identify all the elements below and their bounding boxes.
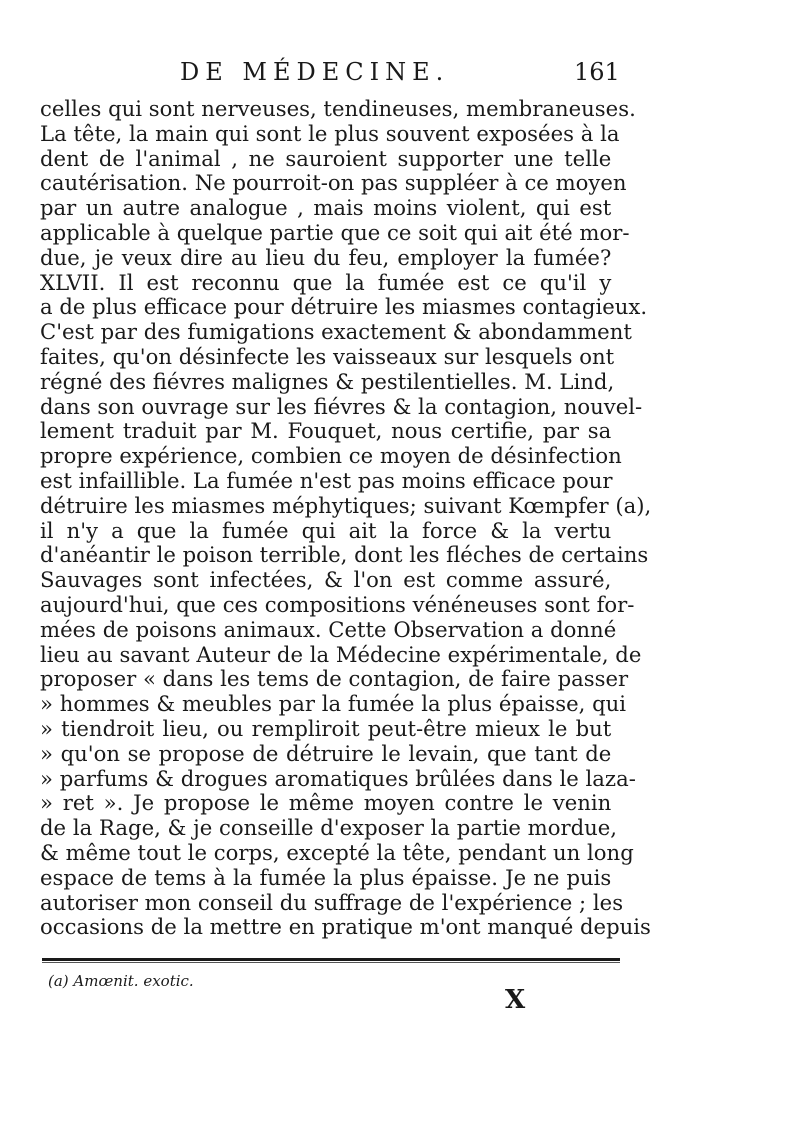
text-line: & même tout le corps, excepté la tête, pendant un long [40, 840, 634, 866]
text-line: » ret ». Je propose le même moyen contre le venin [40, 791, 612, 817]
text-line: d'anéantir le poison terrible, dont les fléches de certains [40, 543, 649, 569]
text-line: propre expérience, combien ce moyen de désinfection [40, 444, 622, 470]
text-line: lement traduit par M. Fouquet, nous certifie, par sa [40, 419, 612, 445]
footnote-rule-thin [42, 962, 620, 963]
text-line: due, je veux dire au lieu du feu, employer la fumée? [40, 245, 612, 271]
text-line: cautérisation. Ne pourroit-on pas suppléer à ce moyen [40, 171, 627, 197]
text-line: » tiendroit lieu, ou rempliroit peut-être mieux le but [40, 716, 612, 742]
text-line: C'est par des fumigations exactement & abondamment [40, 320, 632, 346]
text-line: a de plus efficace pour détruire les miasmes contagieux. [40, 295, 648, 321]
text-line: espace de tems à la fumée la plus épaisse. Je ne puis [40, 865, 612, 891]
page-number: 161 [574, 58, 620, 86]
text-line: aujourd'hui, que ces compositions vénéneuses sont for- [40, 592, 635, 618]
text-line: dent de l'animal , ne sauroient supporter une telle [40, 146, 612, 172]
text-line: régné des fiévres malignes & pestilentielles. M. Lind, [40, 369, 615, 395]
text-line: dans son ouvrage sur les fiévres & la contagion, nouvel- [40, 394, 643, 420]
text-line: applicable à quelque partie que ce soit qui ait été mor- [40, 220, 630, 246]
text-line: XLVII. Il est reconnu que la fumée est ce qu'il y [40, 270, 612, 296]
text-line: La tête, la main qui sont le plus souvent exposées à la [40, 121, 620, 147]
text-line: Sauvages sont infectées, & l'on est comme assuré, [40, 568, 612, 594]
text-line: » qu'on se propose de détruire le levain, que tant de [40, 741, 612, 767]
text-line: faites, qu'on désinfecte les vaisseaux sur lesquels ont [40, 344, 615, 370]
text-line: » parfums & drogues aromatiques brûlées dans le laza- [40, 766, 636, 792]
footnote-rule [42, 958, 620, 961]
text-line: est infaillible. La fumée n'est pas moins efficace pour [40, 468, 613, 494]
text-line: il n'y a que la fumée qui ait la force & la vertu [40, 518, 612, 544]
running-title: DE MÉDECINE. [180, 58, 450, 86]
signature-mark: X [505, 985, 526, 1015]
text-line: mées de poisons animaux. Cette Observation a donné [40, 617, 617, 643]
text-line: autoriser mon conseil du suffrage de l'expérience ; les [40, 890, 624, 916]
text-line: détruire les miasmes méphytiques; suivant Kœmpfer (a), [40, 493, 652, 519]
text-line: occasions de la mettre en pratique m'ont manqué depuis [40, 915, 651, 941]
text-line: celles qui sont nerveuses, tendineuses, membraneuses. [40, 97, 636, 122]
page-header [0, 58, 800, 98]
body-text [40, 97, 652, 941]
text-line: proposer « dans les tems de contagion, de faire passer [40, 667, 629, 693]
text-line: de la Rage, & je conseille d'exposer la partie mordue, [40, 816, 618, 842]
text-line: lieu au savant Auteur de la Médecine expérimentale, de [40, 642, 642, 668]
footnote: (a) Amœnit. exotic. [48, 972, 194, 990]
text-line: par un autre analogue , mais moins violent, qui est [40, 196, 612, 222]
text-line: » hommes & meubles par la fumée la plus épaisse, qui [40, 692, 627, 718]
